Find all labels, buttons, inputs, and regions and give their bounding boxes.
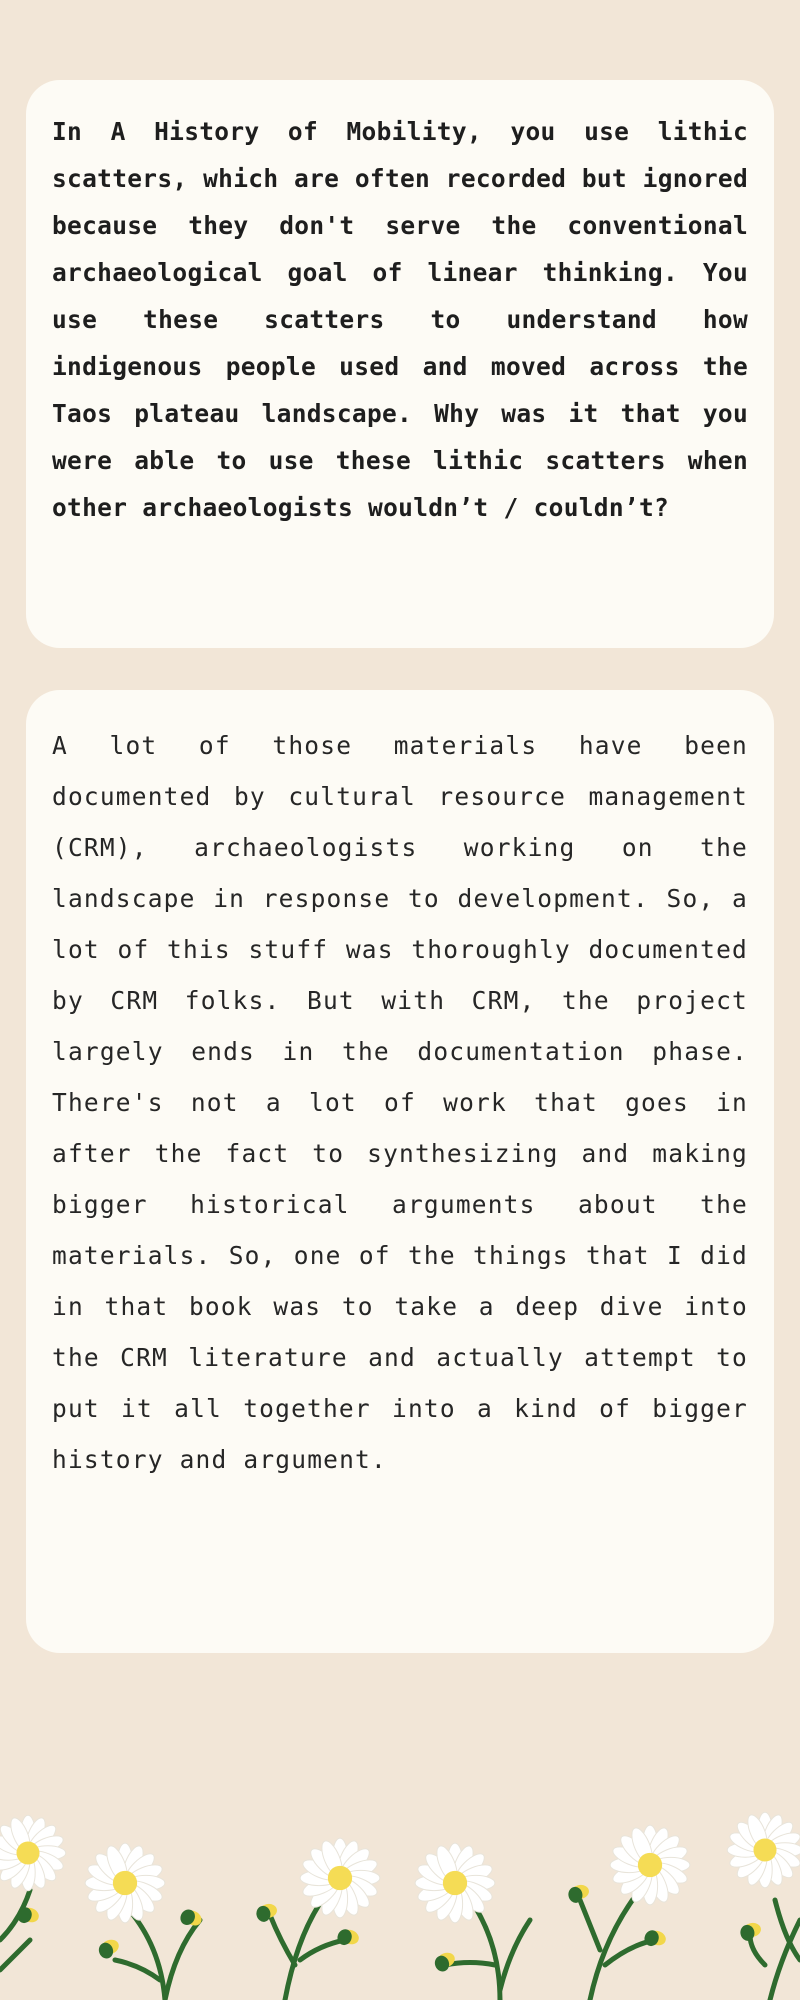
daisy-flower-icon [727,1812,800,1888]
stem [115,1960,160,1980]
daisy-flower-icon [85,1843,165,1923]
stem [165,1920,200,2000]
daisy-flower-icon [610,1825,690,1905]
daisy-flower-icon [300,1838,380,1918]
answer-text: A lot of those materials have been documented by cultural resource management (CRM), archaeologists working on the landscape in response to development. So, a lot of this stuff was thoroughly documented by CRM folks. But with CRM, the project largely ends in the documentation phase. There's not a lot of work that goes in after the fact to synthesizing and making bigger historical arguments about the materials. So, one of the things that I did in that book was to take a deep dive into the CRM literature and actually attempt to put it all together into a kind of bigger history and argument. [52,731,748,1474]
bud [96,1937,122,1960]
bud [335,1926,361,1949]
daisy-border [0,1790,800,2000]
question-text: In A History of Mobility, you use lithic scatters, which are often recorded but ignored because they don't serve the conventional archaeological goal of linear thinking. You use these scatters to understand how indigenous people used and moved across the Taos plateau landscape. Why was it that you were able to use these lithic scatters when other archaeologists wouldn’t / couldn’t? [52,117,748,522]
stem [0,1940,30,1970]
stem [500,1920,530,1990]
daisy-flower-icon [415,1843,495,1923]
bud [567,1884,591,1904]
stem [750,1935,765,1965]
bud [255,1903,279,1923]
bud [642,1927,668,1950]
stem [270,1915,295,1965]
bud [15,1904,41,1927]
bud [178,1906,205,1931]
bud [739,1922,763,1942]
question-card [26,80,774,648]
daisy-flower-icon [0,1815,66,1891]
answer-card [26,690,774,1653]
stem [300,1940,345,1960]
stem [580,1900,600,1950]
